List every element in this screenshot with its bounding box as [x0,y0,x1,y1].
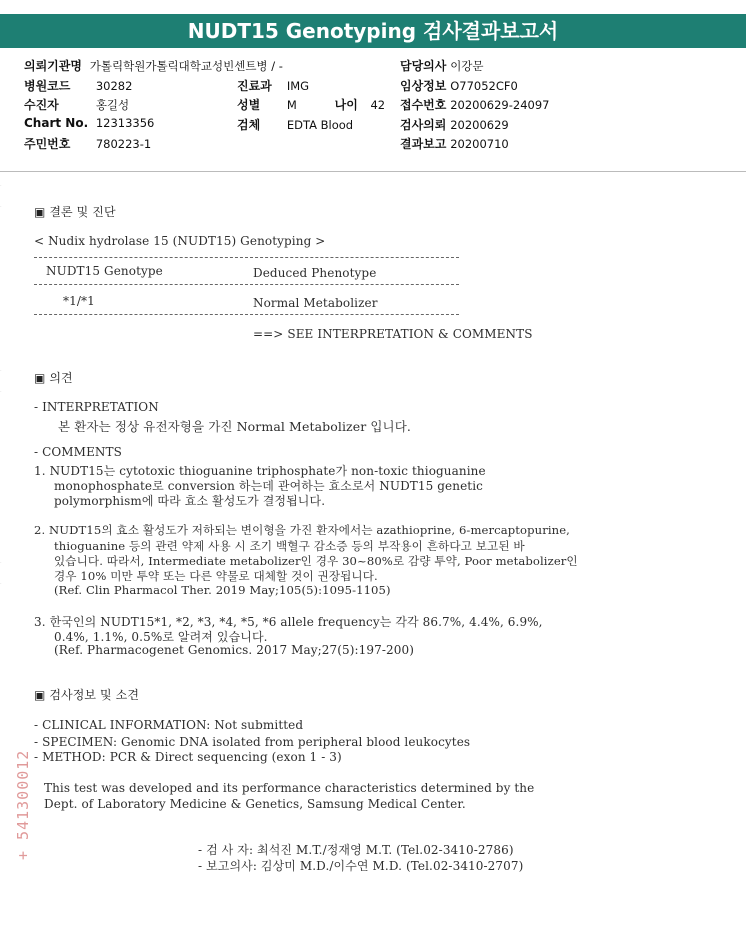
header-row-sex-age [237,96,385,113]
header-row-patient [24,96,129,113]
header-row-doctor [400,57,484,74]
phenotype-value: Normal Metabolizer [253,296,378,310]
accession-value: 20200629-24097 [450,98,550,112]
specimen-label: 검체 [237,118,261,132]
interpretation-text: 본 환자는 정상 유전자형을 가진 Normal Metabolizer 입니다. [58,419,411,434]
hospital-code-label: 병원코드 [24,79,71,93]
scan-edge-mark [0,185,10,207]
specimen-line: - SPECIMEN: Genomic DNA isolated from peripheral blood leukocytes [34,735,471,749]
scan-edge-mark [0,370,10,392]
comment-3-line-2: 0.4%, 1.1%, 0.5%로 알려져 있습니다. [54,630,268,644]
comment-3-reference: (Ref. Pharmacogenet Genomics. 2017 May;27(5):197-200) [54,643,415,657]
header-row-hospital-code [24,77,132,94]
clinical-information-line: - CLINICAL INFORMATION: Not submitted [34,718,304,732]
sex-value: M [286,98,297,112]
scan-edge-mark [0,562,10,584]
header-row-dept [237,77,309,94]
institution-value: 가톨릭학원가톨릭대학교성빈센트병 / - [89,59,283,73]
comment-2-line-2: thioguanine 등의 관련 약제 사용 시 조기 백혈구 감소증 등의 부작용이 흔하다고 보고된 바 [54,539,525,553]
hospital-code-value: 30282 [95,79,133,93]
accession-label: 접수번호 [400,98,447,112]
test-info-heading: ▣ 검사정보 및 소견 [34,688,140,702]
examiner-signature: - 검 사 자: 최석진 M.T./정재영 M.T. (Tel.02-3410-2786) [198,843,514,857]
comment-1-line-1: 1. NUDT15는 cytotoxic thioguanine triphosphate가 non-toxic thioguanine [34,464,486,478]
dept-value: IMG [286,79,310,93]
patient-value: 홍길성 [95,98,130,112]
header-row-report-date [400,135,509,152]
sex-label: 성별 [237,98,261,112]
comment-2-line-3: 있습니다. 따라서, Intermediate metabolizer인 경우 30~80%로 감량 투약, Poor metabolizer인 [54,554,578,568]
header-row-request-date [400,116,509,133]
chart-no-label: Chart No. [24,116,89,130]
header-row-resident-no [24,135,151,152]
report-title: NUDT15 Genotyping 검사결과보고서 [0,14,746,48]
disclaimer-line-2: Dept. of Laboratory Medicine & Genetics, Samsung Medical Center. [44,797,466,811]
method-line: - METHOD: PCR & Direct sequencing (exon 1 - 3) [34,750,342,764]
see-comments-note: ==> SEE INTERPRETATION & COMMENTS [253,327,533,341]
header-row-specimen [237,116,353,133]
report-date-value: 20200710 [450,137,509,151]
conclusion-subtitle: < Nudix hydrolase 15 (NUDT15) Genotyping > [34,234,326,248]
resident-no-value: 780223-1 [95,137,152,151]
opinion-heading: ▣ 의견 [34,371,73,385]
interpretation-label: - INTERPRETATION [34,400,159,414]
doctor-value: 이강문 [450,59,484,73]
table-divider-bottom [34,314,459,315]
specimen-value: EDTA Blood [286,118,354,132]
header-row-chart [24,116,154,130]
resident-no-label: 주민번호 [24,137,71,151]
request-date-label: 검사의뢰 [400,118,447,132]
institution-label: 의뢰기관명 [24,59,82,73]
phenotype-column-header: Deduced Phenotype [253,266,377,280]
comment-1-line-3: polymorphism에 따라 효소 활성도가 결정됩니다. [54,494,326,508]
comment-3-line-1: 3. 한국인의 NUDT15*1, *2, *3, *4, *5, *6 allele frequency는 각각 86.7%, 4.4%, 6.9%, [34,615,543,629]
conclusion-heading: ▣ 결론 및 진단 [34,205,116,219]
genotype-value: *1/*1 [63,294,95,308]
request-date-value: 20200629 [450,118,509,132]
disclaimer-line-1: This test was developed and its performance characteristics determined by the [44,781,535,795]
doctor-label: 담당의사 [400,59,447,73]
age-value: 42 [370,98,386,112]
reporting-doctor-signature: - 보고의사: 김상미 M.D./이수연 M.D. (Tel.02-3410-2707) [198,859,524,873]
header-row-institution [24,57,283,74]
clinical-info-value: O77052CF0 [450,79,518,93]
comments-label: - COMMENTS [34,445,122,459]
report-date-label: 결과보고 [400,137,447,151]
comment-2-reference: (Ref. Clin Pharmacol Ther. 2019 May;105(5):1095-1105) [54,583,391,597]
header-row-accession [400,96,549,113]
chart-no-value: 12313356 [95,116,155,130]
barcode-number-stamp: + 541300012 [14,749,32,860]
comment-2-line-1: 2. NUDT15의 효소 활성도가 저하되는 변이형을 가진 환자에서는 azathioprine, 6-mercaptopurine, [34,523,570,537]
comment-1-line-2: monophosphate로 conversion 하는데 관여하는 효소로서 NUDT15 genetic [54,479,483,493]
table-divider-top [34,257,459,258]
comment-2-line-4: 경우 10% 미만 투약 또는 다른 약물로 대체할 것이 권장됩니다. [54,569,378,583]
genotype-column-header: NUDT15 Genotype [46,264,163,278]
patient-label: 수진자 [24,98,59,112]
age-label: 나이 [334,98,358,112]
dept-label: 진료과 [237,79,272,93]
header-separator [0,171,746,172]
table-divider-mid [34,284,459,285]
clinical-info-label: 임상정보 [400,79,447,93]
header-row-clinical-info [400,77,518,94]
